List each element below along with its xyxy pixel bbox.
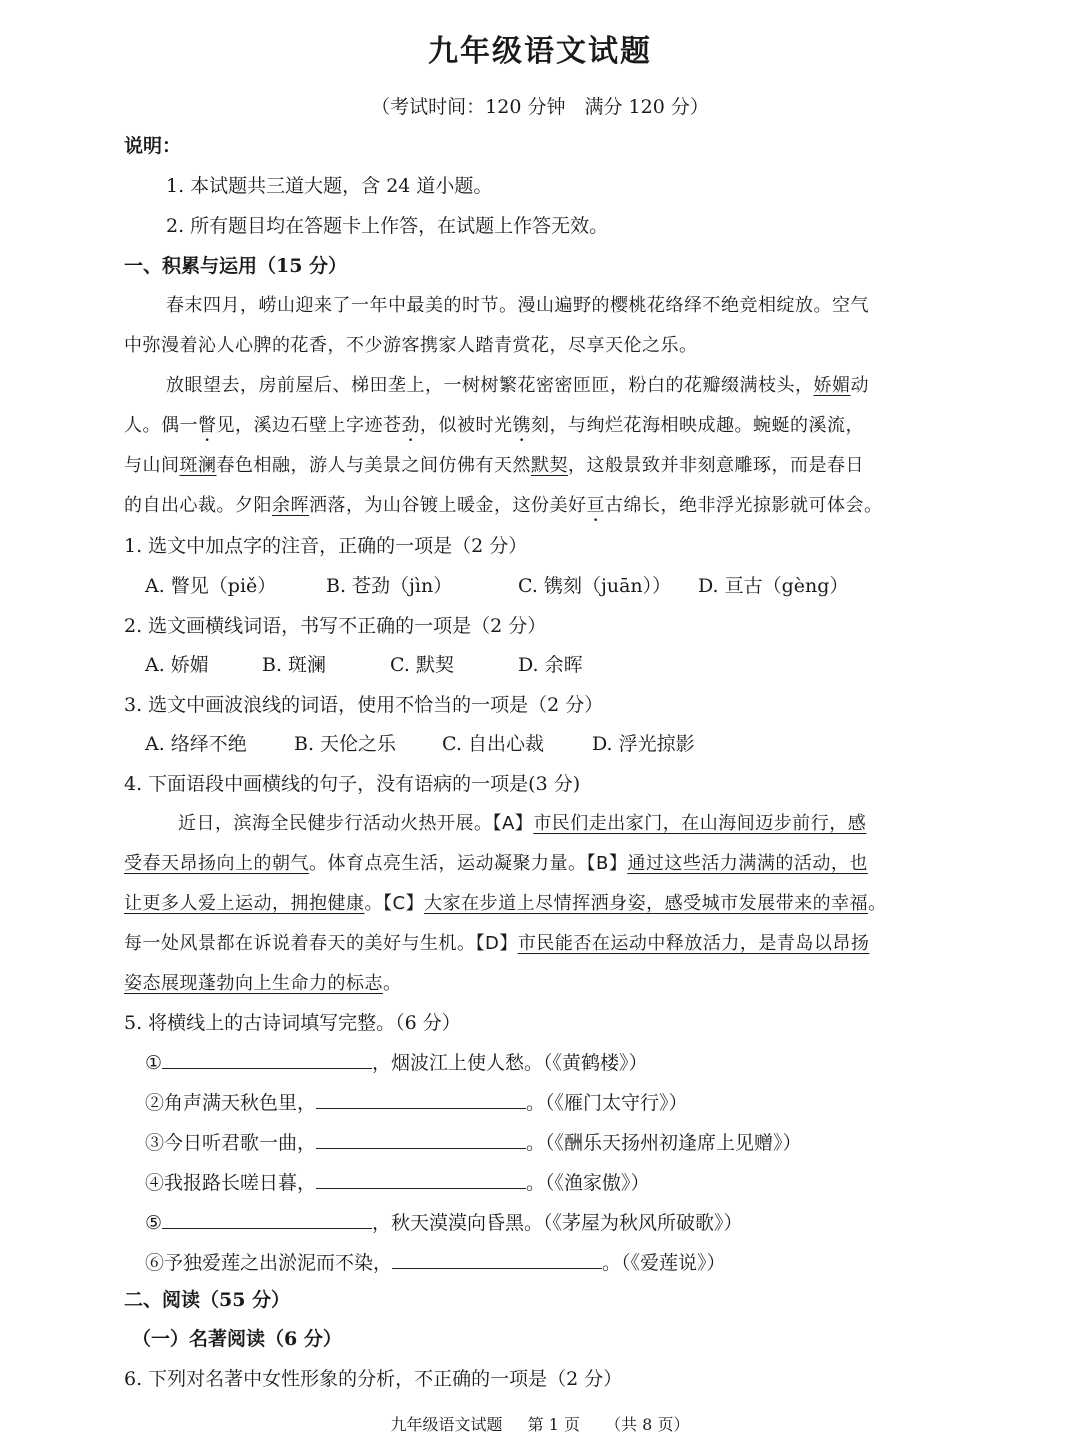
answer-blank[interactable] — [162, 1050, 372, 1069]
question-stem: 2. 选文画横线词语，书写不正确的一项是（2 分） — [124, 615, 547, 637]
section-heading: 二、阅读（55 分） — [124, 1289, 291, 1311]
underlined-word: 娇媚 — [813, 375, 851, 396]
answer-blank[interactable] — [162, 1210, 372, 1229]
footer-page: 第 1 页 — [527, 1415, 580, 1434]
option-a: A. 络绎不绝 — [145, 733, 247, 755]
underlined-word: 斑澜 — [179, 455, 217, 476]
option-d: D. 浮光掠影 — [592, 733, 695, 755]
poem-blank-item: ③今日听君歌一曲， 。（《酬乐天扬州初逢席上见赠》） — [145, 1132, 802, 1154]
question-stem: 5. 将横线上的古诗词填写完整。（6 分） — [124, 1012, 461, 1034]
underlined-sentence-c: 大家在步道上尽情挥洒身姿，感受城市发展带来的幸福 — [424, 893, 869, 914]
passage-line: 姿态展现蓬勃向上生命力的标志。 — [124, 973, 402, 994]
answer-blank[interactable] — [316, 1090, 526, 1109]
section-heading: 一、积累与运用（15 分） — [124, 255, 348, 277]
passage-line: 每一处风景都在诉说着春天的美好与生机。【D】市民能否在运动中释放活力，是青岛以昂扬 — [124, 933, 870, 954]
passage-line: 与山间斑澜春色相融，游人与美景之间仿佛有天然默契，这般景致并非刻意雕琢，而是春日 — [124, 455, 864, 476]
dotted-char: 劲 — [401, 415, 420, 436]
underlined-sentence-b: 通过这些活力满满的活动，也 — [627, 853, 868, 874]
dotted-char: 镌 — [512, 415, 531, 436]
option-c: C. 镌刻（juān）） — [518, 575, 672, 597]
subsection-heading: （一）名著阅读（6 分） — [132, 1328, 342, 1350]
passage-line: 放眼望去，房前屋后、梯田垄上，一树树繁花密密匝匝，粉白的花瓣缀满枝头，娇媚动 — [166, 375, 869, 396]
passage-line: 春末四月，崂山迎来了一年中最美的时节。漫山遍野的樱桃花络绎不绝竞相绽放。空气 — [166, 295, 869, 316]
option-a: A. 瞥见（piě） — [145, 575, 277, 597]
option-a: A. 娇媚 — [145, 654, 209, 676]
dotted-char: 瞥 — [198, 415, 217, 436]
exam-info: （考试时间：120 分钟 满分 120 分） — [371, 96, 709, 118]
question-stem: 1. 选文中加点字的注音，正确的一项是（2 分） — [124, 535, 528, 557]
passage-line: 让更多人爱上运动，拥抱健康。【C】大家在步道上尽情挥洒身姿，感受城市发展带来的幸福。 — [124, 893, 887, 914]
passage-line: 近日，滨海全民健步行活动火热开展。【A】市民们走出家门，在山海间迈步前行，感 — [178, 813, 867, 834]
passage-line: 受春天昂扬向上的朝气。体育点亮生活，运动凝聚力量。【B】通过这些活力满满的活动，也 — [124, 853, 868, 874]
answer-blank[interactable] — [392, 1250, 602, 1269]
question-stem: 3. 选文中画波浪线的词语，使用不恰当的一项是（2 分） — [124, 694, 604, 716]
footer-total: （共 8 页） — [605, 1415, 690, 1434]
option-b: B. 苍劲（jìn） — [326, 575, 453, 597]
option-d: D. 余晖 — [518, 654, 583, 676]
question-stem: 4. 下面语段中画横线的句子，没有语病的一项是(3 分) — [124, 773, 581, 795]
passage-line: 人。偶一瞥见，溪边石壁上字迹苍劲，似被时光镌刻，与绚烂花海相映成趣。蜿蜒的溪流， — [124, 415, 864, 436]
passage-line: 的自出心裁。夕阳余晖洒落，为山谷镀上暖金，这份美好亘古绵长，绝非浮光掠影就可体会。 — [124, 495, 883, 516]
underlined-sentence-a: 市民们走出家门，在山海间迈步前行，感 — [533, 813, 867, 834]
option-b: B. 斑澜 — [262, 654, 327, 676]
answer-blank[interactable] — [316, 1170, 526, 1189]
option-c: C. 自出心裁 — [442, 733, 544, 755]
underlined-word: 默契 — [531, 455, 568, 476]
instruction-item: 1. 本试题共三道大题，含 24 道小题。 — [166, 175, 493, 197]
underlined-sentence-b: 让更多人爱上运动，拥抱健康 — [124, 893, 365, 914]
poem-blank-item: ⑤ ，秋天漠漠向昏黑。（《茅屋为秋风所破歌》） — [145, 1212, 743, 1234]
option-c: C. 默契 — [390, 654, 454, 676]
underlined-sentence-d: 姿态展现蓬勃向上生命力的标志 — [124, 973, 383, 994]
underlined-sentence-a: 受春天昂扬向上的朝气 — [124, 853, 309, 874]
poem-blank-item: ②角声满天秋色里， 。（《雁门太守行》） — [145, 1092, 688, 1114]
poem-blank-item: ④我报路长嗟日暮， 。（《渔家傲》） — [145, 1172, 650, 1194]
dotted-char: 亘 — [586, 495, 605, 516]
underlined-word: 余晖 — [272, 495, 309, 516]
passage-line: 中弥漫着沁人心脾的花香，不少游客携家人踏青赏花，尽享天伦之乐。 — [124, 335, 698, 356]
footer-name: 九年级语文试题 — [390, 1415, 503, 1434]
instruction-item: 2. 所有题目均在答题卡上作答，在试题上作答无效。 — [166, 215, 609, 237]
option-d: D. 亘古（gèng） — [698, 575, 849, 597]
poem-blank-item: ① ，烟波江上使人愁。（《黄鹤楼》） — [145, 1052, 648, 1074]
question-stem: 6. 下列对名著中女性形象的分析，不正确的一项是（2 分） — [124, 1368, 623, 1390]
page-title: 九年级语文试题 — [428, 34, 652, 69]
page-footer — [0, 1412, 1080, 1435]
option-b: B. 天伦之乐 — [294, 733, 397, 755]
answer-blank[interactable] — [316, 1130, 526, 1149]
underlined-sentence-d: 市民能否在运动中释放活力，是青岛以昂扬 — [517, 933, 870, 954]
poem-blank-item: ⑥予独爱莲之出淤泥而不染， 。（《爱莲说》） — [145, 1252, 726, 1274]
instructions-heading: 说明： — [124, 135, 182, 157]
